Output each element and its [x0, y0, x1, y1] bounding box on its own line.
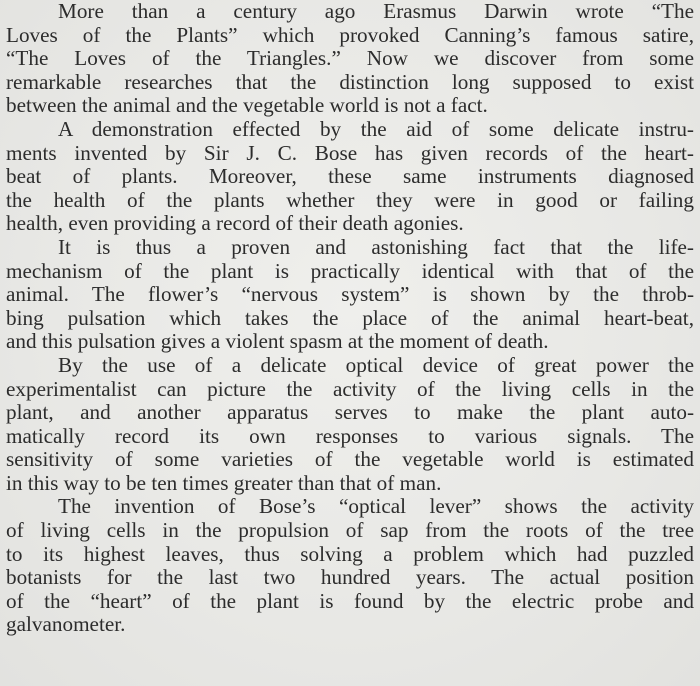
text-line: The invention of Bose’s “optical lever” shows the activity	[58, 494, 694, 519]
paragraph-erasmus-darwin	[6, 0, 694, 118]
text-line: mechanism of the plant is practically identical with that of the	[6, 258, 694, 283]
text-line: botanists for the last two hundred years. The actual position	[6, 565, 694, 590]
text-line: More than a century ago Erasmus Darwin wrote “The	[58, 0, 694, 23]
text-line: health, even providing a record of their death agonies.	[6, 211, 464, 236]
text-line: sensitivity of some varieties of the vegetable world is estimated	[6, 447, 694, 472]
text-line: Loves of the Plants” which provoked Canning’s famous satire,	[6, 22, 694, 47]
paragraph-bose-instruments	[6, 118, 694, 236]
text-line: to its highest leaves, thus solving a problem which had puzzled	[6, 541, 694, 566]
text-line: animal. The flower’s “nervous system” is shown by the throb-	[6, 282, 694, 307]
text-line: experimentalist can picture the activity of the living cells in the	[6, 376, 694, 401]
text-line: A demonstration effected by the aid of some delicate instru-	[58, 116, 694, 141]
text-line: It is thus a proven and astonishing fact that the life-	[58, 234, 694, 259]
text-line: galvanometer.	[6, 612, 126, 637]
text-line: bing pulsation which takes the place of the animal heart-beat,	[6, 305, 694, 330]
paragraph-optical-lever	[6, 495, 694, 637]
text-line: beat of plants. Moreover, these same instruments diagnosed	[6, 164, 694, 189]
text-line: in this way to be ten times greater than that of man.	[6, 470, 442, 495]
text-line: and this pulsation gives a violent spasm at the moment of death.	[6, 329, 549, 354]
paragraph-life-mechanism	[6, 236, 694, 354]
text-line: “The Loves of the Triangles.” Now we discover from some	[6, 46, 694, 71]
text-line: By the use of a delicate optical device of great power the	[58, 352, 694, 377]
paragraph-optical-device	[6, 354, 694, 496]
text-line: ments invented by Sir J. C. Bose has given records of the heart-	[6, 140, 694, 165]
text-line: plant, and another apparatus serves to make the plant auto-	[6, 400, 694, 425]
text-line: of the “heart” of the plant is found by the electric probe and	[6, 588, 694, 613]
text-line: the health of the plants whether they were in good or failing	[6, 187, 694, 212]
text-line: matically record its own responses to various signals. The	[6, 423, 694, 448]
text-line: between the animal and the vegetable world is not a fact.	[6, 93, 488, 118]
text-line: remarkable researches that the distinction long supposed to exist	[6, 69, 694, 94]
text-line: of living cells in the propulsion of sap from the roots of the tree	[6, 518, 694, 543]
